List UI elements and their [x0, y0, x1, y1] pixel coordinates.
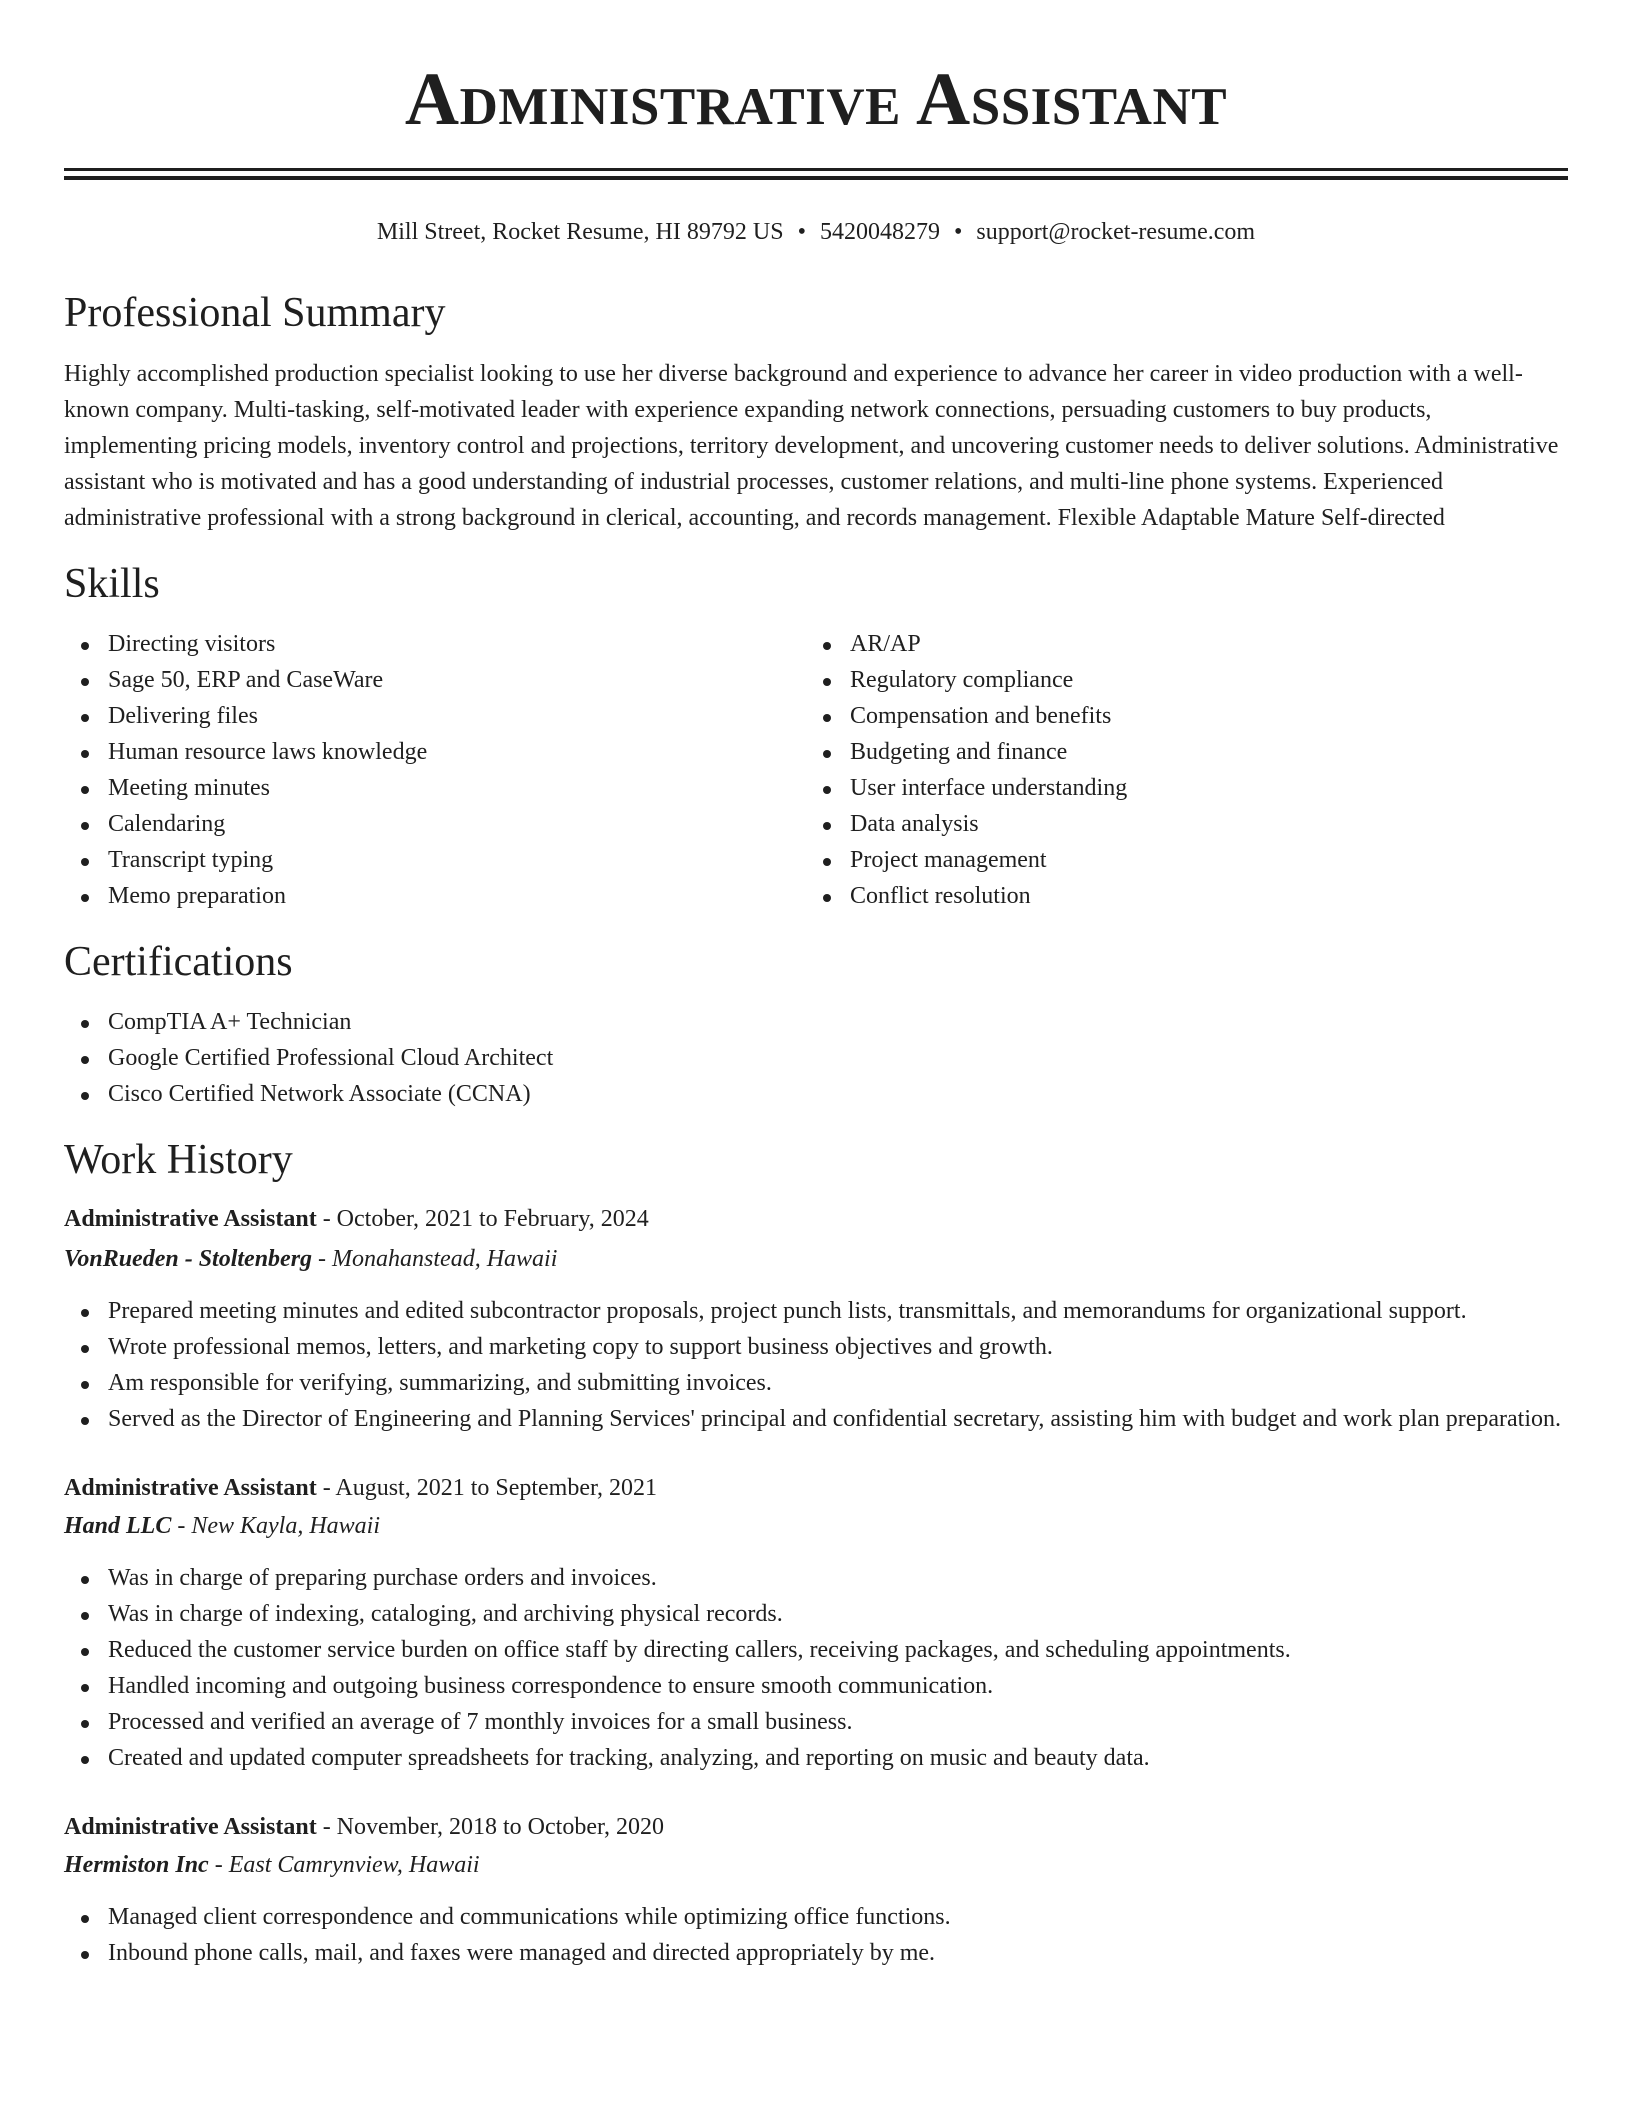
skill-item: Directing visitors [64, 626, 806, 662]
certifications-list [64, 1004, 1568, 1112]
skill-item: AR/AP [806, 626, 1548, 662]
job-bullet: Handled incoming and outgoing business correspondence to ensure smooth communication. [64, 1668, 1568, 1704]
contact-phone: 5420048279 [819, 219, 940, 245]
skill-item: Sage 50, ERP and CaseWare [64, 662, 806, 698]
job-bullet: Reduced the customer service burden on office staff by directing callers, receiving packages, and scheduling appointments. [64, 1632, 1568, 1668]
job-bullets [64, 1560, 1568, 1776]
skill-item: Regulatory compliance [806, 662, 1548, 698]
skill-item: Budgeting and finance [806, 734, 1548, 770]
job-bullet: Wrote professional memos, letters, and marketing copy to support business objectives and growth. [64, 1329, 1568, 1365]
job-bullet: Am responsible for verifying, summarizing, and submitting invoices. [64, 1365, 1568, 1401]
contact-address: Mill Street, Rocket Resume, HI 89792 US [376, 219, 784, 245]
skill-item: Compensation and benefits [806, 698, 1548, 734]
job-bullet: Served as the Director of Engineering and Planning Services' principal and confidential secretary, assisting him with budget and work plan preparation. [64, 1401, 1568, 1437]
job-entry [64, 1809, 1568, 1971]
job-bullet: Inbound phone calls, mail, and faxes were managed and directed appropriately by me. [64, 1935, 1568, 1971]
skills-list-left [64, 626, 806, 914]
skill-item: Memo preparation [64, 878, 806, 914]
job-title: Administrative Assistant [64, 1206, 317, 1232]
job-company-line [64, 1847, 1568, 1883]
skill-item: Conflict resolution [806, 878, 1548, 914]
header-rule-top [64, 168, 1568, 171]
job-title-line [64, 1201, 1568, 1237]
contact-separator: • [953, 219, 963, 245]
certification-item: CompTIA A+ Technician [64, 1004, 1568, 1040]
job-company: Hermiston Inc [64, 1852, 209, 1878]
job-location: - New Kayla, Hawaii [177, 1513, 381, 1539]
skills-column-right [806, 626, 1548, 914]
summary-text: Highly accomplished production specialist looking to use her diverse background and experience to advance her career in video production with a well-known company. Multi-tasking, self-motivated leader with experience expanding network connections, persuading customers to buy products, implementing pricing models, inventory control and projections, territory development, and uncovering customer needs to deliver solutions. Administrative assistant who is motivated and has a good understanding of industrial processes, customer relations, and multi-line phone systems. Experienced administrative professional with a strong background in clerical, accounting, and records management. Flexible Adaptable Mature Self-directed [64, 361, 1559, 531]
job-bullet: Was in charge of indexing, cataloging, and archiving physical records. [64, 1596, 1568, 1632]
job-title-line [64, 1809, 1568, 1845]
skill-item: User interface understanding [806, 770, 1548, 806]
job-entry [64, 1470, 1568, 1776]
job-bullets [64, 1293, 1568, 1437]
skill-item: Data analysis [806, 806, 1548, 842]
header-rule-bottom [64, 176, 1568, 180]
job-bullet: Managed client correspondence and communications while optimizing office functions. [64, 1899, 1568, 1935]
skills-heading: Skills [64, 561, 160, 607]
job-title: Administrative Assistant [64, 1475, 317, 1501]
skill-item: Meeting minutes [64, 770, 806, 806]
skill-item: Transcript typing [64, 842, 806, 878]
job-dates: - November, 2018 to October, 2020 [322, 1814, 665, 1840]
contact-separator: • [797, 219, 806, 245]
job-location: - East Camrynview, Hawaii [214, 1852, 480, 1878]
resume-page [64, 0, 1568, 1971]
job-bullets [64, 1899, 1568, 1971]
certification-item: Cisco Certified Network Associate (CCNA) [64, 1076, 1568, 1112]
skills-list-right [806, 626, 1548, 914]
skill-item: Project management [806, 842, 1548, 878]
job-bullet: Was in charge of preparing purchase orders and invoices. [64, 1560, 1568, 1596]
job-bullet: Processed and verified an average of 7 monthly invoices for a small business. [64, 1704, 1568, 1740]
job-dates: - October, 2021 to February, 2024 [322, 1206, 649, 1232]
job-company: VonRueden - Stoltenberg [64, 1246, 313, 1272]
certification-item: Google Certified Professional Cloud Architect [64, 1040, 1568, 1076]
job-title-line [64, 1470, 1568, 1506]
contact-line [64, 217, 1568, 247]
summary-heading: Professional Summary [64, 290, 446, 336]
work-history-heading: Work History [64, 1137, 293, 1183]
job-company: Hand LLC [64, 1513, 172, 1539]
certifications-heading: Certifications [64, 939, 293, 985]
job-company-line [64, 1241, 1568, 1277]
job-location: - Monahanstead, Hawaii [318, 1246, 558, 1272]
skills-column-left [64, 626, 806, 914]
job-entry [64, 1201, 1568, 1437]
job-bullet: Created and updated computer spreadsheets for tracking, analyzing, and reporting on music and beauty data. [64, 1740, 1568, 1776]
job-company-line [64, 1508, 1568, 1544]
contact-email: support@rocket-resume.com [976, 219, 1256, 245]
job-bullet: Prepared meeting minutes and edited subcontractor proposals, project punch lists, transmittals, and memorandums for organizational support. [64, 1293, 1568, 1329]
job-dates: - August, 2021 to September, 2021 [322, 1475, 658, 1501]
resume-name: Administrative Assistant [404, 58, 1228, 141]
skill-item: Calendaring [64, 806, 806, 842]
skill-item: Delivering files [64, 698, 806, 734]
skills-grid [64, 626, 1568, 914]
skill-item: Human resource laws knowledge [64, 734, 806, 770]
job-title: Administrative Assistant [64, 1814, 317, 1840]
